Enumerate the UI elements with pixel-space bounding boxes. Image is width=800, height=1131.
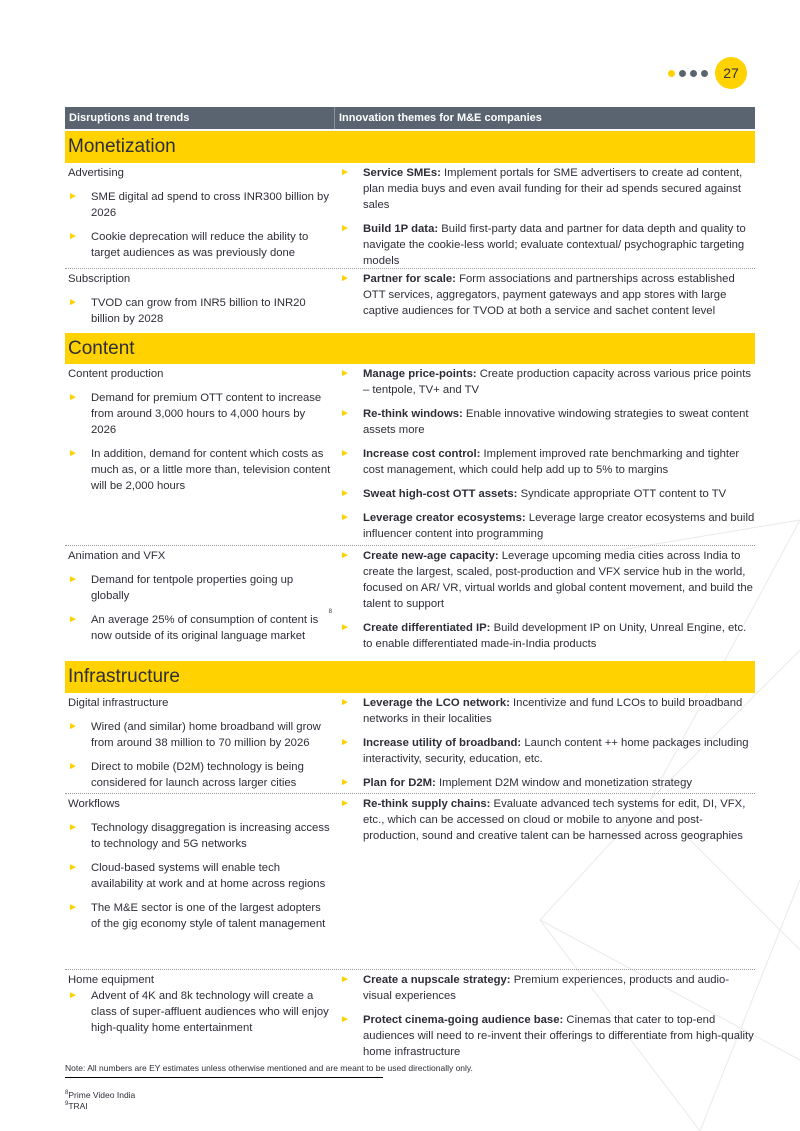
theme-bullet: ► Sweat high-cost OTT assets: Syndicate appropriate OTT content to TV [340,488,727,500]
arrow-bullet-icon: ► [340,408,350,419]
themes-cell [335,693,755,793]
footnote-divider [65,1077,383,1078]
trends-cell [65,693,335,793]
arrow-bullet-icon: ► [340,448,350,459]
arrow-bullet-icon: ► [340,167,350,178]
table-row [65,546,755,659]
arrow-bullet-icon: ► [340,974,350,985]
arrow-bullet-icon: ► [340,488,350,499]
themes-cell [335,163,755,268]
theme-bullet: ► Re-think windows: Enable innovative windowing strategies to sweat content assets more [340,408,749,436]
arrow-bullet-icon: ► [68,990,78,1001]
trends-cell [65,794,335,969]
table-row [65,269,755,331]
page-dot [679,70,686,77]
trend-bullet: ► Demand for premium OTT content to increase from around 3,000 hours to 4,000 hours by 2026 [68,392,322,436]
trends-cell [65,546,335,659]
arrow-bullet-icon: ► [340,1014,350,1025]
row-subtitle: Digital infrastructure [68,697,169,709]
arrow-bullet-icon: ► [68,191,78,202]
theme-bullet: ► Create a nupscale strategy: Premium experiences, products and audio-visual experiences [340,974,730,1002]
trend-bullet: ► Wired (and similar) home broadband will grow from around 38 million to 70 million by 2026 [68,721,321,749]
trend-bullet: ► TVOD can grow from INR5 billion to INR20 billion by 2028 [68,297,306,325]
arrow-bullet-icon: ► [68,822,78,833]
arrow-bullet-icon: ► [340,798,350,809]
row-subtitle: Home equipment [68,974,155,986]
trend-bullet: ► Cookie deprecation will reduce the ability to target audiences as was previously done [68,231,309,259]
arrow-bullet-icon: ► [340,368,350,379]
arrow-bullet-icon: ► [340,512,350,523]
themes-cell [335,364,755,545]
theme-bullet: ► Protect cinema-going audience base: Cinemas that cater to top-end audiences will need to re-invent their offerings to differentiate from high-quality home infrastructure [340,1014,754,1058]
row-subtitle: Workflows [68,798,120,810]
theme-bullet: ► Leverage the LCO network: Incentivize and fund LCOs to build broadband networks in their localities [340,697,743,725]
arrow-bullet-icon: ► [340,273,350,284]
arrow-bullet-icon: ► [340,697,350,708]
trends-cell [65,269,335,331]
innovation-table [65,107,755,1060]
trend-bullet: ► In addition, demand for content which costs as much as, or a little more than, television content will be 2,000 hours [68,448,331,492]
arrow-bullet-icon: ► [68,761,78,772]
theme-bullet: ► Partner for scale: Form associations and partnerships across established OTT services, aggregators, payment gateways and app stores with large captive audiences for TVOD at both a service and sachet content level [340,273,735,317]
arrow-bullet-icon: ► [68,721,78,732]
themes-cell [335,794,755,969]
theme-bullet: ► Create new-age capacity: Leverage upcoming media cities across India to create the largest, scaled, post-production and VFX service hub in the world, focused on AR/ VR, virtual worlds and global content movement, and build the talent to support [340,550,753,610]
themes-cell [335,269,755,331]
table-header [65,107,755,129]
row-subtitle: Animation and VFX [68,550,166,562]
arrow-bullet-icon: ► [68,231,78,242]
trend-bullet: ► The M&E sector is one of the largest adopters of the gig economy style of talent management [68,902,326,930]
footnote-8: $^8$Prime Video India [65,1090,136,1100]
theme-bullet: ► Re-think supply chains: Evaluate advanced tech systems for edit, DI, VFX, etc., which can be accessed on cloud or mobile to anyone and post-production, sound and creative talent can be harnessed across geographies [340,798,746,842]
page-dot [701,70,708,77]
trends-cell [65,970,335,1060]
theme-bullet: ► Plan for D2M: Implement D2M window and monetization strategy [340,777,692,789]
arrow-bullet-icon: ► [68,902,78,913]
footnote-9: $^9$TRAI [65,1101,88,1111]
theme-bullet: ► Service SMEs: Implement portals for SME advertisers to create ad content, plan media buys and even avail funding for their ad spends secured against sales [340,167,743,211]
table-row [65,163,755,269]
arrow-bullet-icon: ► [68,574,78,585]
theme-bullet: ► Build 1P data: Build first-party data and partner for data depth and quality to navigate the cookie-less world; evaluate contextual/ psychographic targeting models [340,223,746,267]
trends-cell [65,364,335,545]
row-subtitle: Subscription [68,273,131,285]
trends-cell [65,163,335,268]
arrow-bullet-icon: ► [340,550,350,561]
theme-bullet: ► Manage price-points: Create production capacity across various price points – tentpole, TV+ and TV [340,368,752,396]
trend-bullet: ► SME digital ad spend to cross INR300 billion by 2026 [68,191,329,219]
section-content: Content [65,333,755,364]
row-subtitle: Content production [68,368,164,380]
trend-bullet: ► Cloud-based systems will enable tech availability at work and at home across regions [68,862,326,890]
arrow-bullet-icon: ► [68,392,78,403]
table-row [65,693,755,794]
page-dot-active [668,70,675,77]
theme-bullet: ► Create differentiated IP: Build development IP on Unity, Unreal Engine, etc. to enable differentiated made-in-India products [340,622,747,650]
trend-bullet: ► Demand for tentpole properties going up globally [68,574,294,602]
page-dot [690,70,697,77]
arrow-bullet-icon: ► [68,614,78,625]
table-row [65,970,755,1060]
section-infrastructure: Infrastructure [65,661,755,693]
section-monetization: Monetization [65,131,755,163]
header-disruptions: Disruptions and trends [65,107,335,129]
page-number: 27 [715,57,747,89]
themes-cell [335,546,755,659]
arrow-bullet-icon: ► [68,448,78,459]
arrow-bullet-icon: ► [68,862,78,873]
page-indicator [668,57,747,89]
arrow-bullet-icon: ► [340,777,350,788]
arrow-bullet-icon: ► [340,737,350,748]
trend-bullet: ► Technology disaggregation is increasing access to technology and 5G networks [68,822,330,850]
trend-bullet: ► Advent of 4K and 8k technology will create a class of super-affluent audiences who will enjoy high-quality home entertainment [68,990,329,1034]
table-row [65,794,755,970]
theme-bullet: ► Leverage creator ecosystems: Leverage large creator ecosystems and build influencer content into programming [340,512,755,540]
arrow-bullet-icon: ► [340,622,350,633]
note: Note: All numbers are EY estimates unless otherwise mentioned and are meant to be used directionally only. [65,1063,473,1073]
arrow-bullet-icon: ► [340,223,350,234]
themes-cell [335,970,755,1060]
table-row [65,364,755,546]
theme-bullet: ► Increase cost control: Implement improved rate benchmarking and tighter cost management, which could help add up to 5% to margins [340,448,740,476]
arrow-bullet-icon: ► [68,297,78,308]
trend-bullet: ► Direct to mobile (D2M) technology is being considered for launch across larger cities [68,761,304,789]
header-innovation-themes: Innovation themes for M&E companies [339,112,542,124]
theme-bullet: ► Increase utility of broadband: Launch content ++ home packages including interactivity, security, education, etc. [340,737,749,765]
row-subtitle: Advertising [68,167,124,179]
trend-bullet: ► An average 25% of consumption of content is now outside of its original language market 8 [68,609,332,642]
